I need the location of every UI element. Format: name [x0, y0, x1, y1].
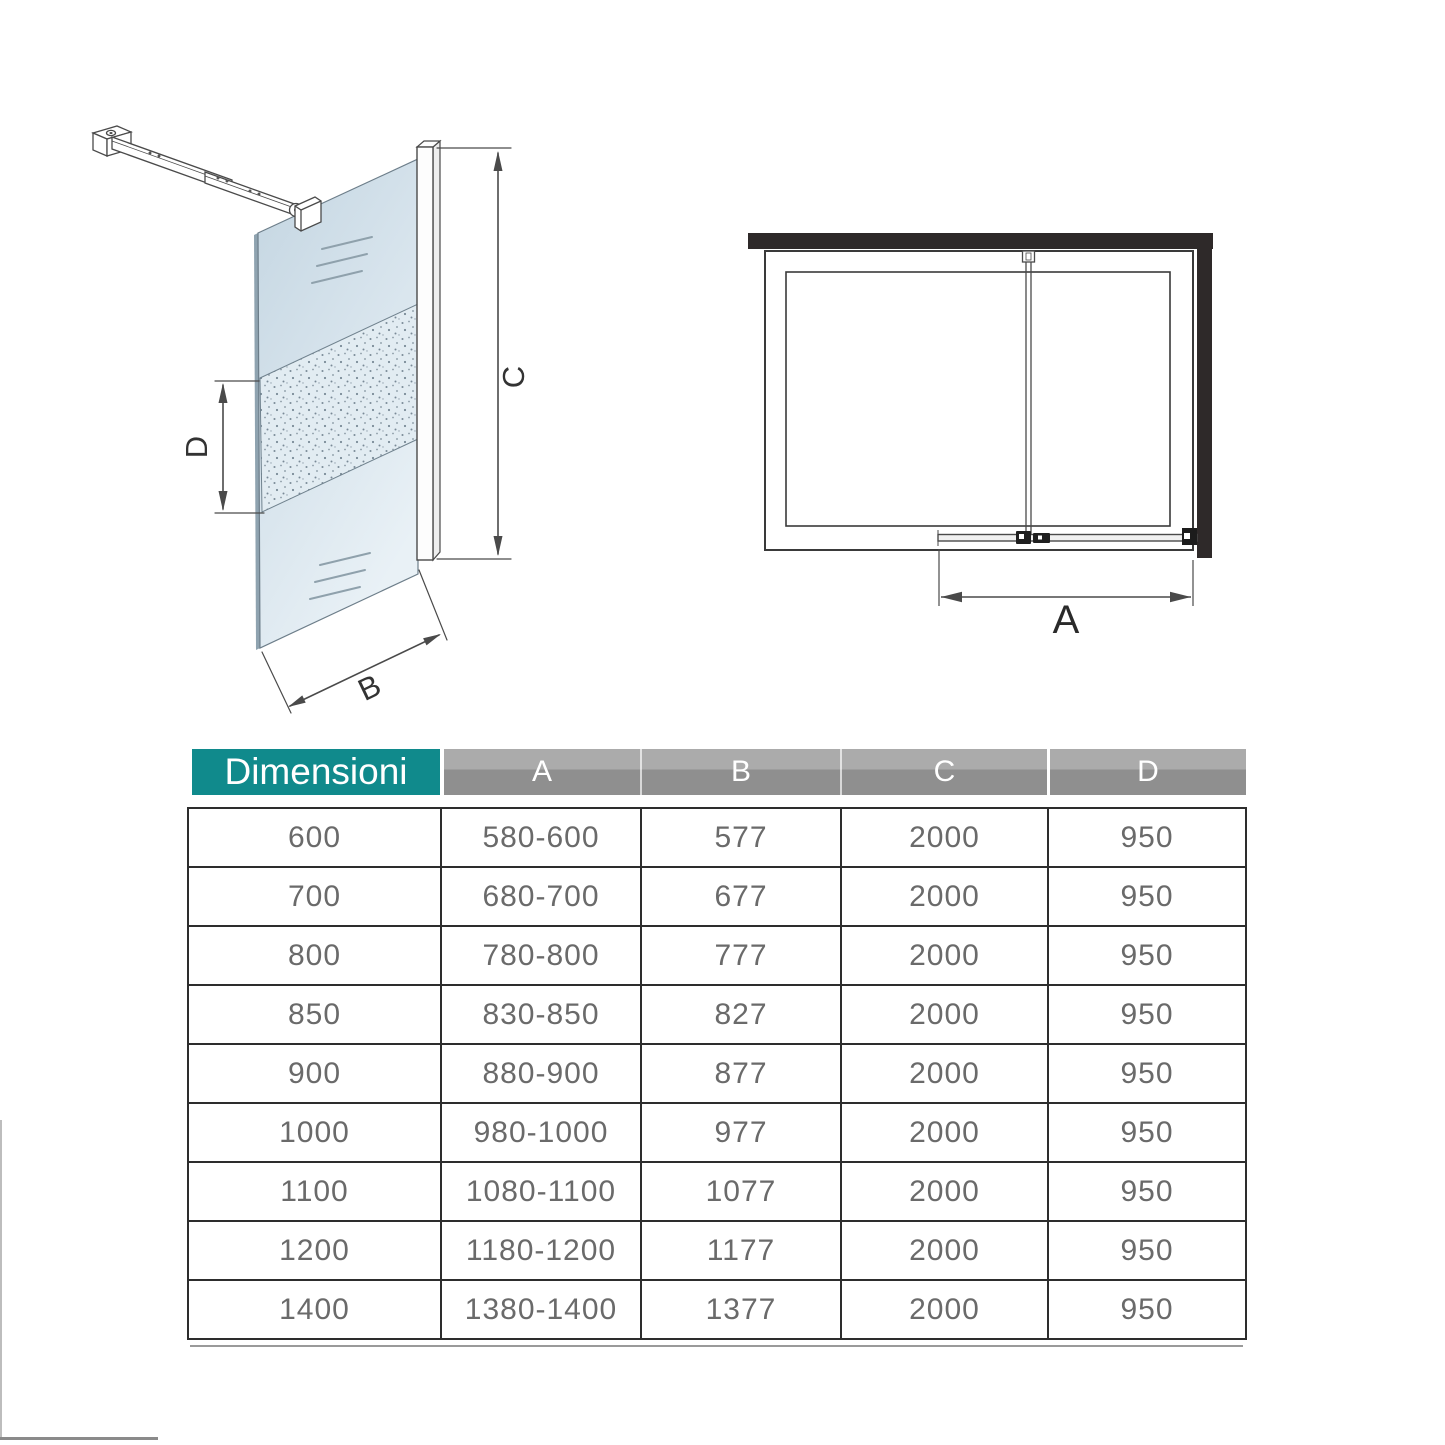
- table-cell-c: 2000: [840, 1163, 1047, 1220]
- table-cell-size: 850: [287, 997, 342, 1031]
- table-header-dimensioni: Dimensioni: [192, 749, 440, 795]
- table-cell-d: 950: [1047, 1163, 1245, 1220]
- shower-tray-inner-outline: [786, 272, 1170, 526]
- table-header: [187, 749, 1247, 795]
- table-cell-c: 2000: [840, 1222, 1047, 1279]
- bar-clamp-top-view: [1016, 531, 1050, 544]
- table-cell-a: 1380-1400: [440, 1281, 640, 1338]
- wall-section: [748, 233, 1213, 558]
- table-row: [189, 925, 1245, 984]
- table-cell-a: 1080-1100: [440, 1163, 640, 1220]
- table-cell-c: 2000: [840, 927, 1047, 984]
- table-cell-c: 2000: [840, 1045, 1047, 1102]
- table-cell-c: 2000: [840, 1281, 1047, 1338]
- table-cell-c: 2000: [840, 868, 1047, 925]
- table-cell-size: 900: [287, 1056, 342, 1090]
- dimension-a: [939, 549, 1193, 642]
- arrowhead-up-icon: [494, 151, 503, 171]
- column-header-c: C: [840, 749, 1047, 795]
- table-row: [189, 1043, 1245, 1102]
- table-cell-b: 1177: [640, 1222, 840, 1279]
- table-grid: [187, 807, 1247, 1340]
- dimension-d: [179, 381, 264, 513]
- wall-bracket-top-view: [1182, 528, 1197, 545]
- table-row: [189, 1161, 1245, 1220]
- glass-panel: [254, 159, 418, 650]
- arrowhead-up-icon: [219, 383, 228, 403]
- table-cell-size: 600: [287, 820, 342, 854]
- table-cell-d: 950: [1047, 809, 1245, 866]
- table-row: [189, 809, 1245, 866]
- table-row: [189, 984, 1245, 1043]
- table-cell-size: 1200: [279, 1233, 350, 1267]
- dimension-c: [437, 148, 531, 559]
- table-row: [189, 866, 1245, 925]
- table-cell-b: 877: [640, 1045, 840, 1102]
- arrowhead-down-icon: [219, 491, 228, 511]
- support-bar-top-view: [1023, 251, 1035, 536]
- wall-profile: [417, 141, 440, 560]
- table-header-columns: [444, 749, 1246, 795]
- support-arm: [93, 126, 321, 231]
- column-header-d: D: [1047, 749, 1246, 795]
- table-cell-d: 950: [1047, 986, 1245, 1043]
- table-cell-a: 830-850: [440, 986, 640, 1043]
- dimension-table: [187, 749, 1247, 1349]
- table-cell-b: 777: [640, 927, 840, 984]
- column-header-b: B: [640, 749, 840, 795]
- arrowhead-right-icon: [1170, 592, 1191, 602]
- dim-c-label: C: [496, 365, 531, 389]
- table-cell-a: 780-800: [440, 927, 640, 984]
- table-cell-b: 677: [640, 868, 840, 925]
- table-row: [189, 1102, 1245, 1161]
- table-cell-b: 577: [640, 809, 840, 866]
- table-cell-size: 1100: [280, 1174, 349, 1208]
- table-cell-c: 2000: [840, 986, 1047, 1043]
- table-cell-b: 1377: [640, 1281, 840, 1338]
- front-view-diagram: [93, 126, 531, 713]
- table-cell-d: 950: [1047, 1222, 1245, 1279]
- table-cell-a: 580-600: [440, 809, 640, 866]
- table-cell-d: 950: [1047, 1104, 1245, 1161]
- table-shadow-line: [190, 1345, 1243, 1347]
- arrowhead-left-icon: [941, 592, 962, 602]
- table-cell-size: 800: [287, 938, 342, 972]
- table-cell-a: 1180-1200: [440, 1222, 640, 1279]
- table-cell-c: 2000: [840, 809, 1047, 866]
- table-row: [189, 1279, 1245, 1338]
- table-cell-a: 880-900: [440, 1045, 640, 1102]
- cropped-border-vertical: [0, 1120, 2, 1440]
- dim-d-label: D: [179, 435, 214, 459]
- table-cell-d: 950: [1047, 1281, 1245, 1338]
- table-cell-size: 700: [287, 879, 342, 913]
- cropped-border-horizontal: [0, 1437, 158, 1440]
- top-view-diagram: [748, 233, 1213, 642]
- table-cell-size: 1000: [279, 1115, 350, 1149]
- arrowhead-down-icon: [494, 536, 503, 556]
- table-cell-b: 827: [640, 986, 840, 1043]
- table-cell-d: 950: [1047, 927, 1245, 984]
- shower-tray-outer-outline: [765, 251, 1193, 550]
- dim-b-label: B: [352, 667, 387, 708]
- table-row: [189, 1220, 1245, 1279]
- arrowhead-right-icon: [423, 634, 441, 645]
- table-cell-a: 680-700: [440, 868, 640, 925]
- column-header-a: A: [531, 755, 552, 788]
- table-cell-d: 950: [1047, 868, 1245, 925]
- table-cell-d: 950: [1047, 1045, 1245, 1102]
- table-cell-b: 977: [640, 1104, 840, 1161]
- table-cell-size: 1400: [279, 1292, 350, 1326]
- glass-panel-top-view: [938, 528, 1197, 546]
- arrowhead-left-icon: [288, 695, 306, 707]
- table-cell-b: 1077: [640, 1163, 840, 1220]
- table-cell-c: 2000: [840, 1104, 1047, 1161]
- table-cell-a: 980-1000: [440, 1104, 640, 1161]
- dim-a-label: A: [1052, 598, 1080, 642]
